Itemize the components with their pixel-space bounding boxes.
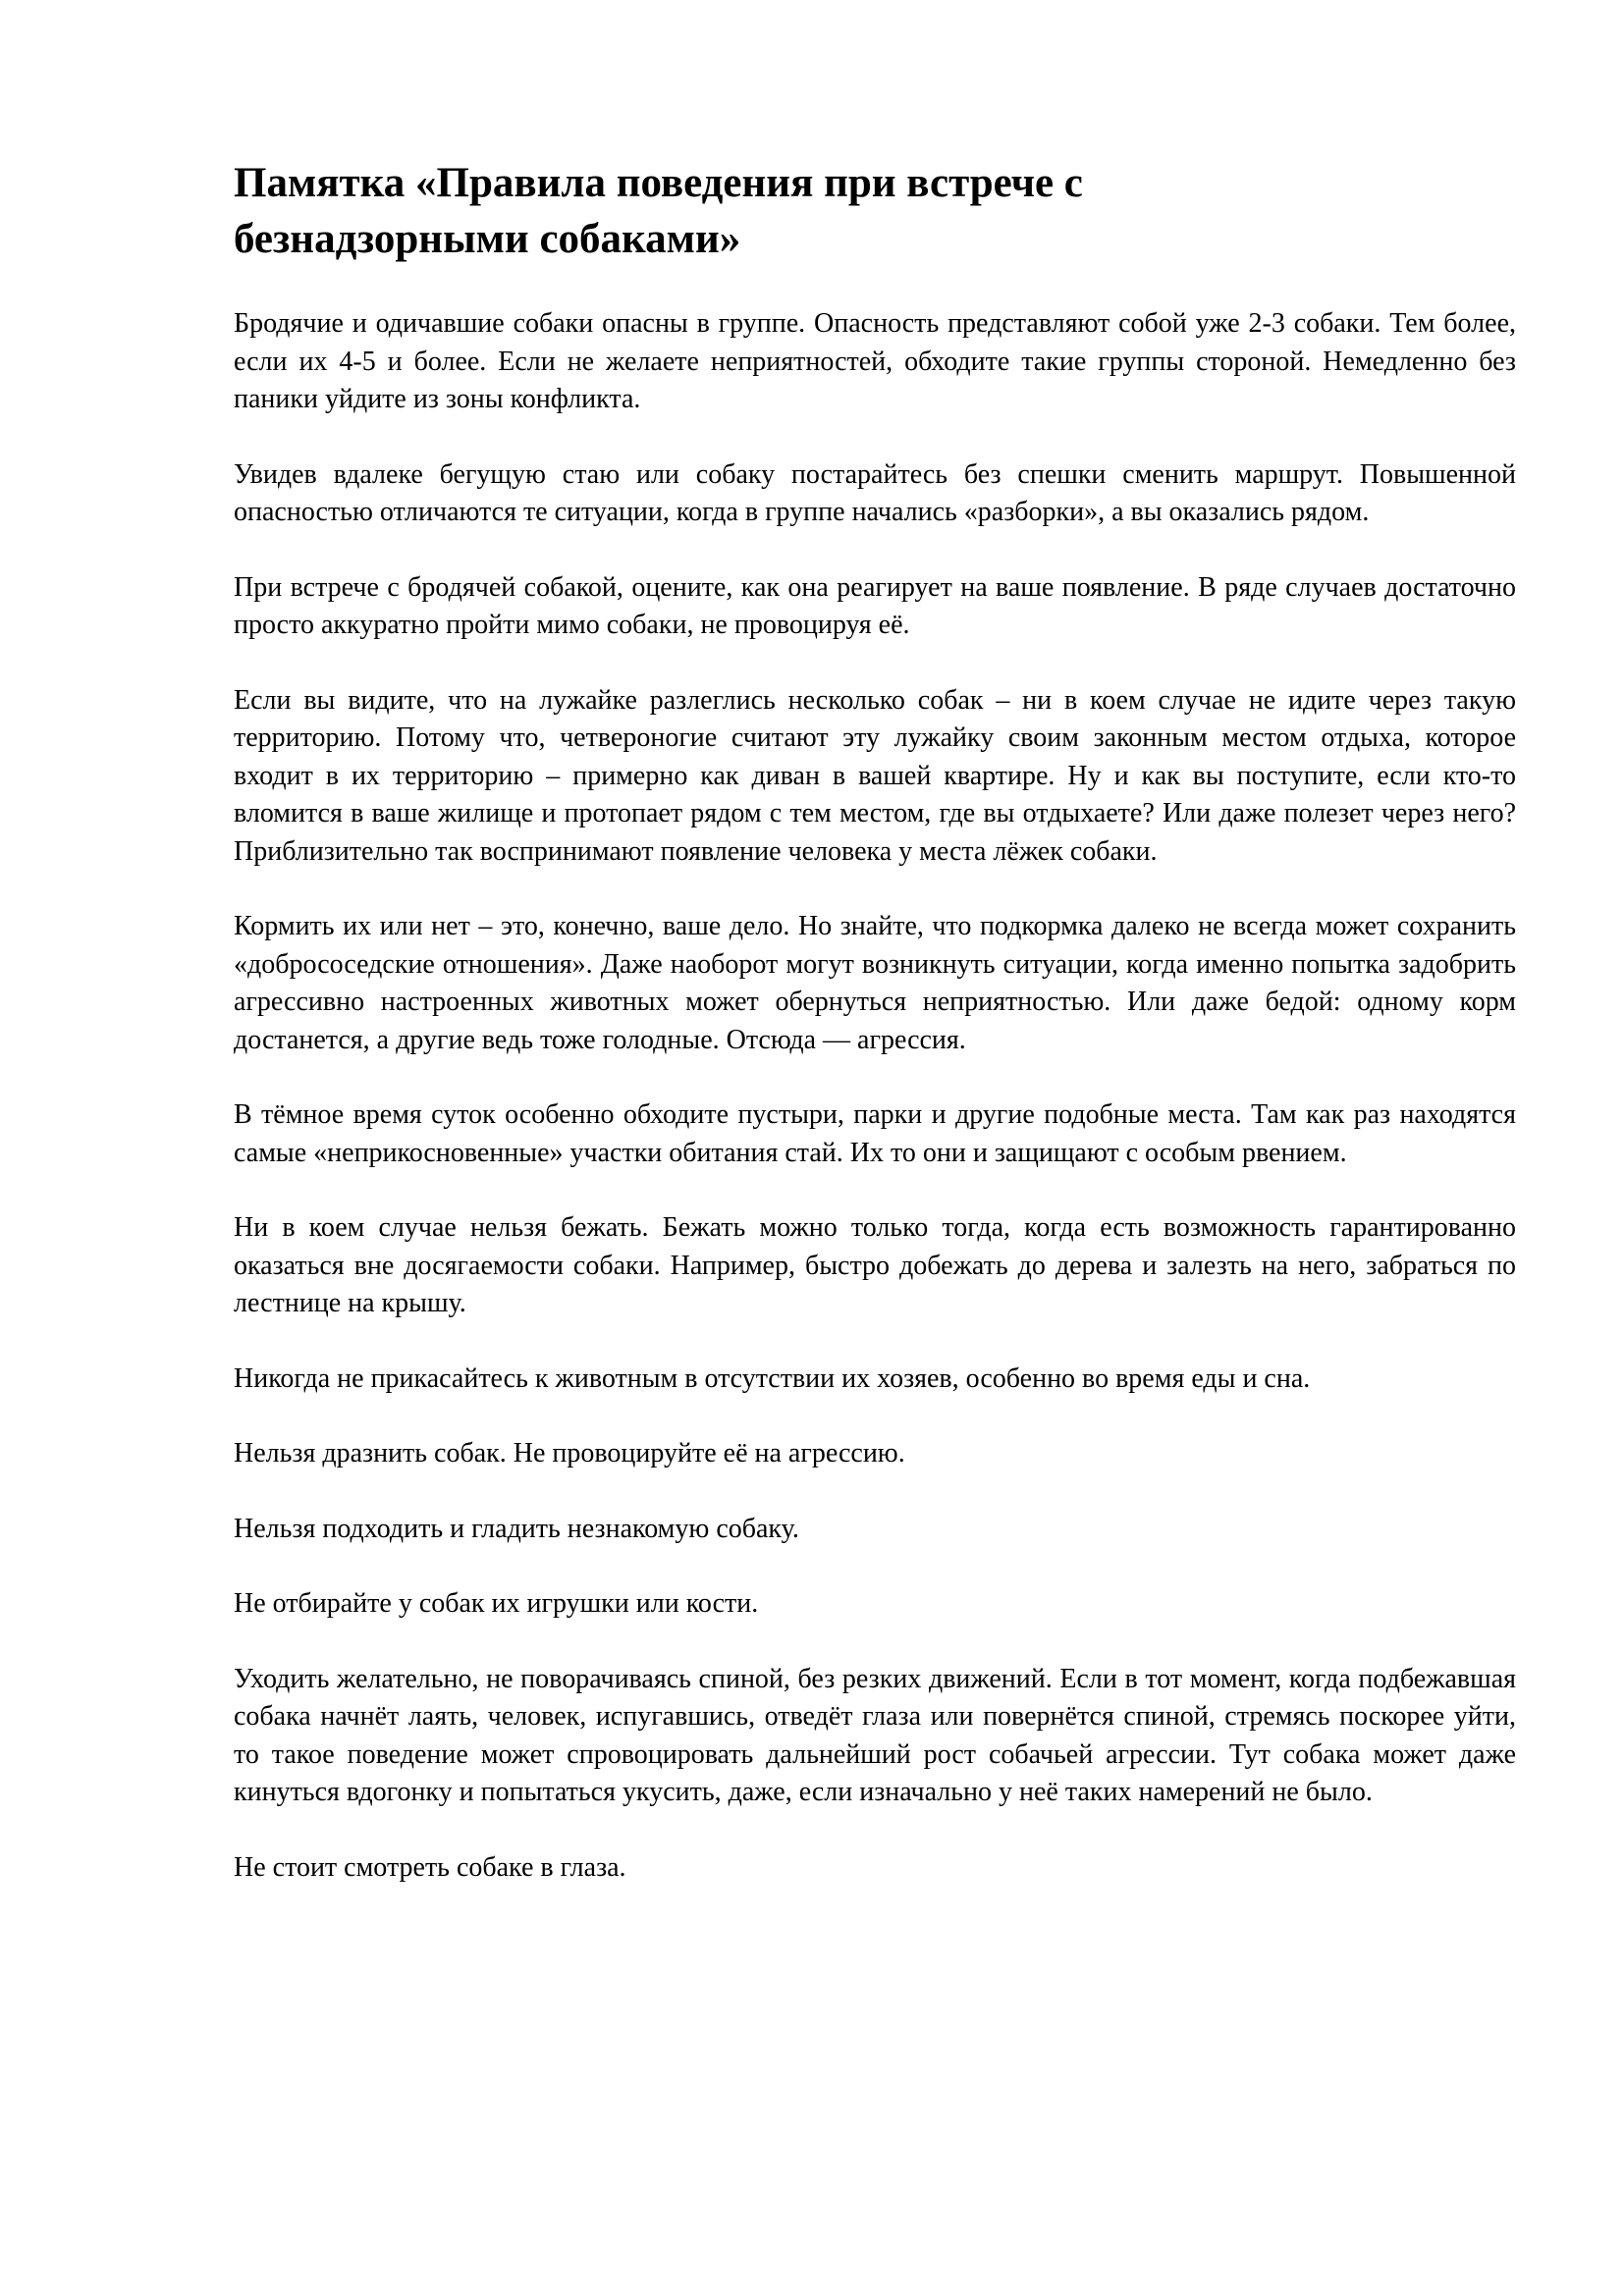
document-body	[234, 155, 1516, 1924]
paragraph-do-not-pet: Нельзя подходить и гладить незнакомую собаку.	[234, 1513, 799, 1544]
paragraph-resting-dogs: Если вы видите, что на лужайке разлеглись несколько собак – ни в коем случае не идите через такую территорию. Потому что, четвероногие считают эту лужайку своим законным местом отдыха, которое входит в их территорию – примерно как диван в вашей квартире. Ну и как вы поступите, если кто-то вломится в ваше жилище и протопает рядом с тем местом, где вы отдыхаете? Или даже полезет через него? Приблизительно так воспринимают появление человека у места лёжек собаки.	[234, 684, 1516, 867]
paragraph-do-not-take-toys: Не отбирайте у собак их игрушки или кости.	[234, 1588, 759, 1619]
paragraph-group-danger: Бродячие и одичавшие собаки опасны в группе. Опасность представляют собой уже 2-3 собаки. Тем более, если их 4-5 и более. Если не желаете неприятностей, обходите такие группы стороной. Немедленно без паники уйдите из зоны конфликта.	[234, 308, 1516, 414]
document-title	[234, 155, 1516, 267]
paragraph-leave-calmly: Уходить желательно, не поворачиваясь спиной, без резких движений. Если в тот момент, когда подбежавшая собака начнёт лаять, человек, испугавшись, отведёт глаза или повернётся спиной, стремясь поскорее уйти, то такое поведение может спровоцировать дальнейший рост собачьей агрессии. Тут собака может даже кинуться вдогонку и попытаться укусить, даже, если изначально у неё таких намерений не было.	[234, 1663, 1516, 1807]
paragraph-feeding: Кормить их или нет – это, конечно, ваше дело. Но знайте, что подкормка далеко не всегда может сохранить «добрососедские отношения». Даже наоборот могут возникнуть ситуации, когда именно попытка задобрить агрессивно настроенных животных может обернуться неприятностью. Или даже бедой: одному корм достанется, а другие ведь тоже голодные. Отсюда — агрессия.	[234, 911, 1516, 1055]
document-title-line-1: Памятка «Правила поведения при встрече с	[234, 160, 1083, 206]
paragraph-eye-contact: Не стоит смотреть собаке в глаза.	[234, 1851, 626, 1883]
paragraph-change-route: Увидев вдалеке бегущую стаю или собаку постарайтесь без спешки сменить маршрут. Повышенной опасностью отличаются те ситуации, когда в группе начались «разборки», а вы оказались рядом.	[234, 458, 1516, 527]
paragraph-do-not-touch: Никогда не прикасайтесь к животным в отсутствии их хозяев, особенно во время еды и сна.	[234, 1362, 1311, 1394]
paragraph-do-not-run: Ни в коем случае нельзя бежать. Бежать можно только тогда, когда есть возможность гарантированно оказаться вне досягаемости собаки. Например, быстро добежать до дерева и залезть на него, забраться по лестнице на крышу.	[234, 1212, 1516, 1318]
paragraph-do-not-tease: Нельзя дразнить собак. Не провоцируйте её на агрессию.	[234, 1438, 905, 1468]
paragraph-assess-reaction: При встрече с бродячей собакой, оцените, как она реагирует на ваше появление. В ряде случаев достаточно просто аккуратно пройти мимо собаки, не провоцируя её.	[234, 571, 1516, 640]
document-title-line-2: безнадзорными собаками»	[234, 216, 741, 262]
paragraph-dark-time: В тёмное время суток особенно обходите пустыри, парки и другие подобные места. Там как раз находятся самые «неприкосновенные» участки обитания стай. Их то они и защищают с особым рвением.	[234, 1099, 1516, 1168]
